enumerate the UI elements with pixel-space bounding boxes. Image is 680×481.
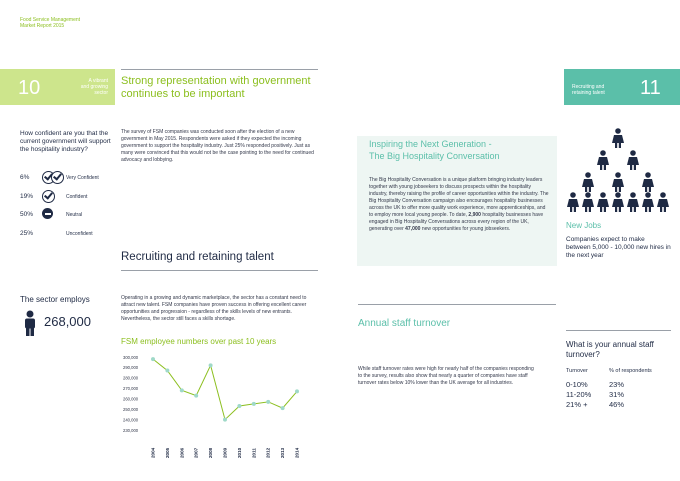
person-icon bbox=[612, 192, 624, 212]
confidence-row-unconfident bbox=[20, 227, 120, 241]
turnover-header-pct: % of respondents bbox=[609, 368, 652, 374]
people-pyramid-icon bbox=[566, 126, 672, 216]
person-icon bbox=[567, 192, 579, 212]
check-icon bbox=[42, 190, 51, 204]
turnover-range: 21% + bbox=[566, 400, 588, 409]
y-tick-label: 270,000 bbox=[123, 386, 139, 392]
person-icon bbox=[642, 192, 654, 212]
turnover-question: What is your annual staff turnover? bbox=[566, 340, 654, 359]
confidence-pct: 50% bbox=[20, 211, 34, 218]
main-title bbox=[121, 75, 321, 101]
x-tick-label: 2010 bbox=[236, 447, 242, 458]
turnover-rule bbox=[358, 304, 556, 305]
x-tick-label: 2012 bbox=[265, 447, 271, 458]
x-tick-label: 2013 bbox=[280, 447, 286, 458]
person-icon bbox=[20, 310, 40, 336]
chart-point bbox=[237, 404, 241, 408]
new-jobs-text: Companies expect to make between 5,000 - 10,000 new hires in the next year bbox=[566, 236, 671, 259]
x-tick-label: 2008 bbox=[208, 447, 214, 458]
confidence-pct: 25% bbox=[20, 230, 34, 237]
section-label-left-2: and growing bbox=[80, 84, 108, 90]
double-check-icon bbox=[42, 171, 60, 185]
y-tick-label: 290,000 bbox=[123, 365, 139, 371]
inspire-title-line-1: Inspiring the Next Generation - bbox=[369, 139, 492, 149]
section-label-left-1: A vibrant bbox=[88, 78, 108, 84]
inspire-text-c: new opportunities for young jobseekers. bbox=[420, 226, 511, 232]
turnover-table-header bbox=[566, 368, 666, 378]
recruiting-title: Recruiting and retaining talent bbox=[121, 251, 274, 263]
inspire-text-a: The Big Hospitality Conversation is a unique platform bringing industry leaders together with young jobseekers to discuss prospects within the hospitality industry, thereby raising the profile of career opportunities within the industry. The Big Hospitality Conversation campaign also encourages hospitality businesses across the UK to offer more quality work experience, more apprenticeships, and to employ more local young people. To date, bbox=[369, 177, 549, 218]
turnover-table bbox=[566, 368, 666, 410]
person-icon bbox=[612, 128, 624, 148]
turnover-pct: 31% bbox=[609, 390, 625, 399]
x-tick-label: 2004 bbox=[150, 447, 156, 458]
person-icon bbox=[627, 192, 639, 212]
sector-employs-value: 268,000 bbox=[44, 314, 91, 329]
chart-title: FSM employee numbers over past 10 years bbox=[121, 337, 277, 346]
inspire-text-b: hospitality businesses have engaged in Big Hospitality Conversations across every region of the UK, generating over bbox=[369, 212, 544, 232]
person-icon bbox=[597, 192, 609, 212]
y-tick-label: 240,000 bbox=[123, 417, 139, 423]
x-tick-label: 2007 bbox=[193, 447, 199, 458]
chart-point bbox=[209, 363, 213, 367]
minus-icon bbox=[42, 208, 53, 222]
turnover-paragraph: While staff turnover rates were high for nearly half of the companies responding to the survey, results also show that nearly a quarter of companies have staff turnover rates below 10% lower than the UK average for all industries. bbox=[358, 366, 534, 386]
confidence-pct: 19% bbox=[20, 193, 34, 200]
x-tick-label: 2006 bbox=[179, 447, 185, 458]
confidence-row-very-confident bbox=[20, 171, 120, 185]
confidence-question: How confident are you that the current government will support the hospitality industry? bbox=[20, 130, 111, 153]
table-row bbox=[566, 400, 666, 410]
header-line-2: Market Report 2015 bbox=[20, 23, 65, 29]
person-icon bbox=[627, 150, 639, 170]
chart-point bbox=[295, 389, 299, 393]
section-label-right-1: Recruiting and bbox=[572, 84, 605, 90]
chart-series-line bbox=[153, 359, 297, 419]
turnover-range: 0-10% bbox=[566, 380, 588, 389]
inspire-title bbox=[369, 138, 549, 162]
inspire-paragraph bbox=[369, 177, 549, 233]
chart-point bbox=[223, 418, 227, 422]
y-tick-label: 280,000 bbox=[123, 375, 139, 381]
main-title-line-2: continues to be important bbox=[121, 88, 245, 100]
main-title-line-1: Strong representation with government bbox=[121, 75, 311, 87]
section-label-left bbox=[70, 78, 108, 96]
turnover-range: 11-20% bbox=[566, 390, 592, 399]
chart-point bbox=[281, 406, 285, 410]
table-row bbox=[566, 380, 666, 390]
inspire-title-line-2: The Big Hospitality Conversation bbox=[369, 151, 500, 161]
y-tick-label: 250,000 bbox=[123, 406, 139, 412]
turnover-pct: 46% bbox=[609, 400, 625, 409]
section-label-left-3: sector bbox=[94, 90, 108, 96]
recruiting-paragraph: Operating in a growing and dynamic marketplace, the sector has a constant need to attract new talent. FSM companies have proven success in offering excellent career opportunities and progression - regardless of the skills levels of new entrants. Nevertheless, the sector still faces a skills shortage. bbox=[121, 295, 307, 322]
inspire-bold-1: 2,900 bbox=[468, 212, 481, 218]
chart-point bbox=[194, 394, 198, 398]
y-tick-label: 230,000 bbox=[123, 427, 139, 433]
person-icon bbox=[582, 172, 594, 192]
employee-line-chart bbox=[121, 348, 321, 473]
section-label-right bbox=[572, 84, 622, 96]
x-tick-label: 2009 bbox=[222, 447, 228, 458]
chart-point bbox=[266, 400, 270, 404]
inspire-bold-2: 47,000 bbox=[405, 226, 421, 232]
person-icon bbox=[597, 150, 609, 170]
page-number-right: 11 bbox=[640, 77, 661, 99]
turnover-header-range: Turnover bbox=[566, 368, 588, 374]
turnover-pct: 23% bbox=[609, 380, 625, 389]
confidence-label: Very Confident bbox=[66, 175, 99, 181]
recruiting-rule bbox=[121, 270, 318, 271]
page-number-left: 10 bbox=[18, 77, 41, 99]
title-rule bbox=[121, 69, 318, 70]
survey-paragraph: The survey of FSM companies was conducted soon after the election of a new government in May 2015. Respondents were asked if they expected the incoming government to support the hospitality industry. Just 25% responded positively. Just as many were convinced that this would not be the case pointing to the need for continued advocacy and lobbying. bbox=[121, 129, 314, 163]
sector-employs-label: The sector employs bbox=[20, 295, 90, 304]
chart-point bbox=[151, 357, 155, 361]
confidence-row-confident bbox=[20, 190, 120, 204]
header-line-1: Food Service Management bbox=[20, 17, 81, 23]
x-tick-label: 2014 bbox=[294, 447, 300, 458]
section-label-right-2: retaining talent bbox=[572, 90, 605, 96]
chart-point bbox=[180, 388, 184, 392]
person-icon bbox=[657, 192, 669, 212]
x-tick-label: 2011 bbox=[251, 448, 257, 458]
turnover-question-rule bbox=[566, 330, 671, 331]
turnover-title: Annual staff turnover bbox=[358, 318, 451, 329]
confidence-label: Unconfident bbox=[66, 231, 93, 237]
chart-point bbox=[165, 369, 169, 373]
x-tick-label: 2005 bbox=[164, 447, 170, 458]
chart-point bbox=[252, 402, 256, 406]
confidence-row-neutral bbox=[20, 208, 120, 222]
person-icon bbox=[642, 172, 654, 192]
confidence-label: Confident bbox=[66, 194, 88, 200]
confidence-label: Neutral bbox=[66, 212, 83, 218]
report-header bbox=[20, 17, 80, 29]
table-row bbox=[566, 390, 666, 400]
person-icon bbox=[582, 192, 594, 212]
y-tick-label: 300,000 bbox=[123, 354, 139, 360]
y-tick-label: 260,000 bbox=[123, 396, 139, 402]
person-icon bbox=[612, 172, 624, 192]
new-jobs-title: New Jobs bbox=[566, 221, 602, 230]
confidence-pct: 6% bbox=[20, 174, 30, 181]
